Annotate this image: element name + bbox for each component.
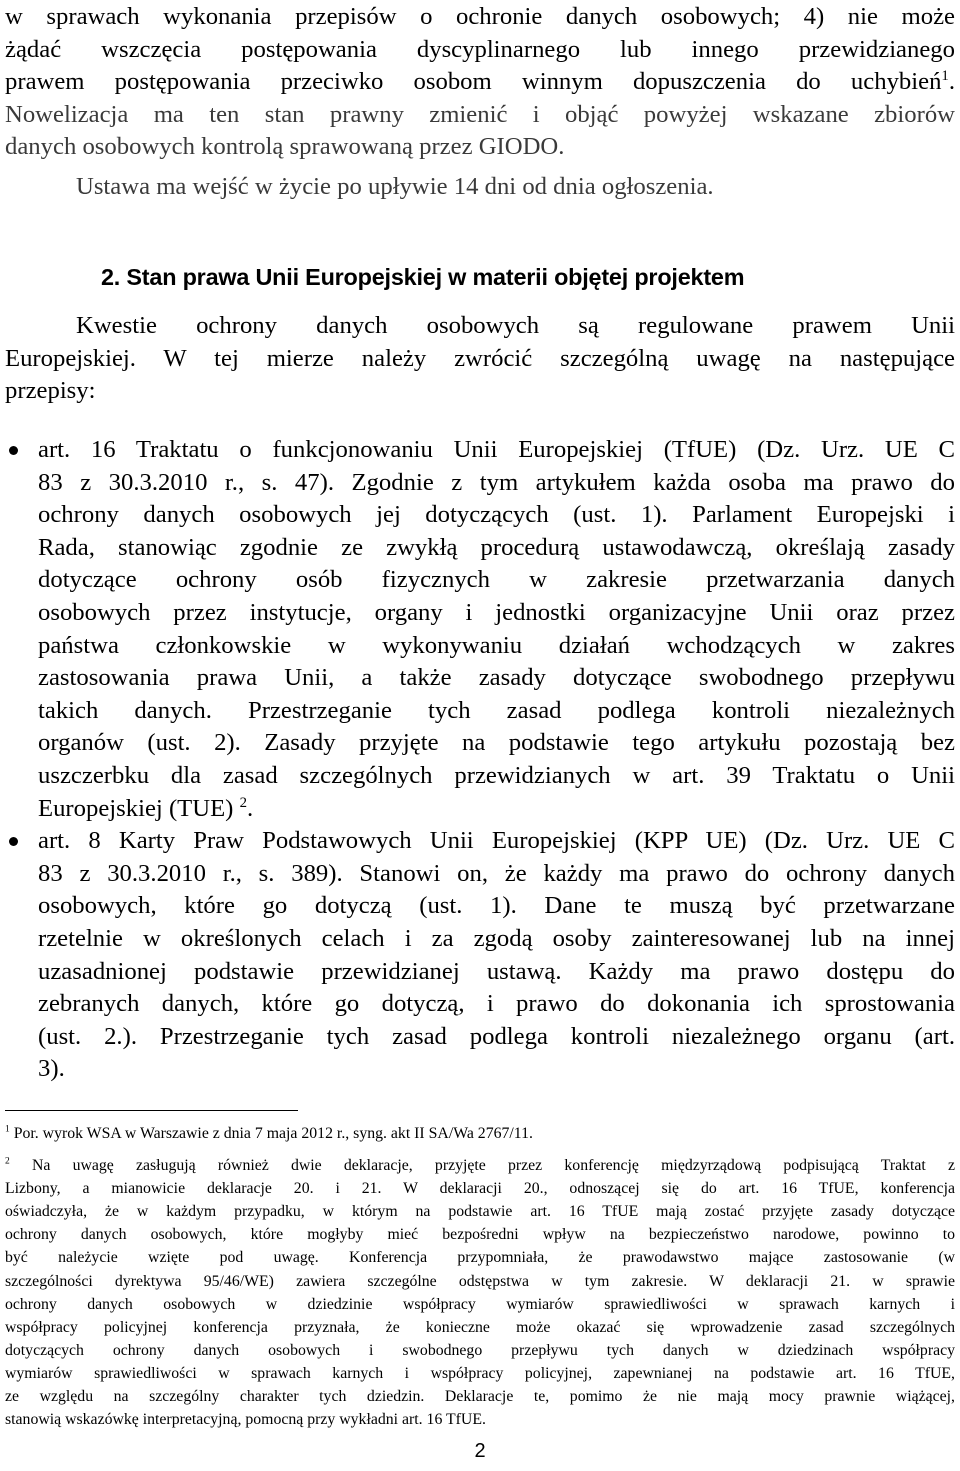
text-line: art. 8 Karty Praw Podstawowych Unii Europejskiej (KPP UE) (Dz. Urz. UE C <box>38 827 955 855</box>
text-line: stanowią wskazówkę interpretacyjną, pomocną przy wykładni art. 16 TfUE. <box>5 1411 486 1429</box>
footnotes <box>5 1122 955 1431</box>
footnote-marker: 2 <box>5 1156 10 1167</box>
list-item <box>5 825 955 1086</box>
footnote-ref-1[interactable]: 1 <box>941 67 949 84</box>
footnote-1 <box>5 1122 955 1145</box>
text-line: w sprawach wykonania przepisów o ochronie danych osobowych; 4) nie może <box>5 3 955 30</box>
text-line: Ustawa ma wejść w życie po upływie 14 dni od dnia ogłoszenia. <box>76 173 714 200</box>
list-item <box>5 434 955 825</box>
footnote-separator <box>5 1110 298 1111</box>
text-line: państwa członkowskie w wykonywaniu działań wchodzących w zakres <box>38 631 955 659</box>
text-line: dotyczące ochrony osób fizycznych w zakresie przetwarzania danych <box>38 566 955 594</box>
text-line: organów (ust. 2). Zasady przyjęte na podstawie tego artykułu pozostają bez <box>38 729 955 757</box>
text-fragment: prawem postępowania przeciwko osobom winnym dopuszczenia do uchybień <box>5 68 942 96</box>
text-line: Europejskiej. W tej mierze należy zwrócić szczególną uwagę na następujące <box>5 344 955 372</box>
text-line: (ust. 2.). Przestrzeganie tych zasad podlega kontroli niezależnego organu (art. <box>38 1022 955 1050</box>
text-line: rzetelnie w określonych celach i za zgodą osoby zainteresowanej lub na innej <box>38 924 955 952</box>
text-line: takich danych. Przestrzeganie tych zasad podlega kontroli niezależnych <box>38 696 955 724</box>
footnote-marker: 1 <box>5 1124 10 1135</box>
footnote-2 <box>5 1154 955 1431</box>
text-line <box>38 793 955 826</box>
text-line: 3). <box>38 1055 65 1083</box>
text-line: Lizbony, a mianowicie deklaracje 20. i 21. W deklaracji 20., odnoszącej się do art. 16 TfUE, konferencja <box>5 1180 955 1198</box>
text-line: osobowych, które go dotyczą (ust. 1). Dane te muszą być przetwarzane <box>38 892 955 920</box>
text-fragment: Europejskiej (TUE) <box>38 794 234 822</box>
text-line: szczególności dyrektywa 95/46/WE) zawiera szczególne odstępstwa w tym zakresie. W deklaracji 21. w sprawie <box>5 1272 955 1290</box>
text-line: uszczerbku dla zasad szczególnych przewidzianych w art. 39 Traktatu o Unii <box>38 761 955 789</box>
page-number: 2 <box>474 1440 486 1462</box>
bullet-icon <box>9 446 18 455</box>
text-line: zastosowania prawa Unii, a także zasady dotyczące swobodnego przepływu <box>38 664 955 692</box>
text-fragment: . <box>948 68 955 96</box>
section-heading-text: 2. Stan prawa Unii Europejskiej w materii objętej projektem <box>101 264 745 290</box>
footnote-text: Na uwagę zasługują również dwie deklaracje, przyjęte przez konferencję międzyrządową podpisującą Traktat z <box>31 1157 955 1175</box>
text-line: Kwestie ochrony danych osobowych są regulowane prawem Unii <box>76 312 955 339</box>
text-line: osobowych przez instytucje, organy i jednostki organizacyjne Unii oraz przez <box>38 598 955 626</box>
text-fragment: . <box>246 794 254 822</box>
footnote-text: Por. wyrok WSA w Warszawie z dnia 7 maja 2012 r., syng. akt II SA/Wa 2767/11. <box>13 1125 533 1142</box>
text-line: dotyczących ochrony danych osobowych i swobodnego przepływu tych danych w dziedzinach współpracy <box>5 1341 955 1359</box>
text-line: ze względu na szczególny charakter tych dziedzin. Deklaracje te, pomimo że nie mają mocy prawnie wiążącej, <box>5 1388 955 1406</box>
text-line: Nowelizacja ma ten stan prawny zmienić i objąć powyżej wskazane zbiorów <box>5 100 955 128</box>
text-line: 83 z 30.3.2010 r., s. 47). Zgodnie z tym artykułem każda osoba ma prawo do <box>38 468 955 496</box>
text-line: Rada, stanowiąc zgodnie ze zwykłą procedurą ustawodawczą, określają zasady <box>38 533 955 561</box>
provisions-list <box>5 434 955 1086</box>
text-line: być należycie wzięte pod uwagę. Konferencja przypomniała, że prawodawstwo mające zastosowanie (w <box>5 1249 955 1267</box>
text-line: ochrony danych osobowych, które mogłyby mieć bezpośredni wpływ na bezpieczeństwo narodowe, powinno to <box>5 1226 955 1244</box>
text-line <box>5 66 955 99</box>
text-line: przepisy: <box>5 377 96 405</box>
text-line: ochrony danych osobowych w dziedzinie współpracy wymiarów sprawiedliwości w sprawach karnych i <box>5 1295 955 1313</box>
intro-paragraph <box>5 1 955 164</box>
text-line: zebranych danych, które go dotyczą, i prawo do dokonania ich sprostowania <box>38 990 955 1018</box>
text-line <box>5 1122 955 1145</box>
text-line: uzasadnionej podstawie przewidzianej ustawą. Każdy ma prawo dostępu do <box>38 957 955 985</box>
effective-date-sentence <box>76 171 714 204</box>
section-paragraph <box>5 310 955 408</box>
text-line <box>5 1154 955 1177</box>
text-line: wymiarów sprawiedliwości w sprawach karnych i współpracy policyjnej, zapewnianej na podstawie art. 16 TfUE, <box>5 1364 955 1382</box>
text-line: danych osobowych kontrolą sprawowaną przez GIODO. <box>5 133 565 161</box>
text-line: ochrony danych osobowych jej dotyczących (ust. 1). Parlament Europejski i <box>38 501 955 529</box>
text-line: żądać wszczęcia postępowania dyscyplinarnego lub innego przewidzianego <box>5 35 955 63</box>
text-line: 83 z 30.3.2010 r., s. 389). Stanowi on, że każdy ma prawo do ochrony danych <box>38 859 955 887</box>
bullet-icon <box>9 837 18 846</box>
text-line: oświadczyła, że w każdym przypadku, w którym na podstawie art. 16 TfUE mają zostać przyjęte zasady dotyczące <box>5 1203 955 1221</box>
footnote-ref-2[interactable]: 2 <box>239 794 247 811</box>
text-line: współpracy policyjnej konferencja przyznała, że konieczne może okazać się wprowadzenie zasad szczególnych <box>5 1318 955 1336</box>
text-line: art. 16 Traktatu o funkcjonowaniu Unii Europejskiej (TfUE) (Dz. Urz. UE C <box>38 436 955 463</box>
